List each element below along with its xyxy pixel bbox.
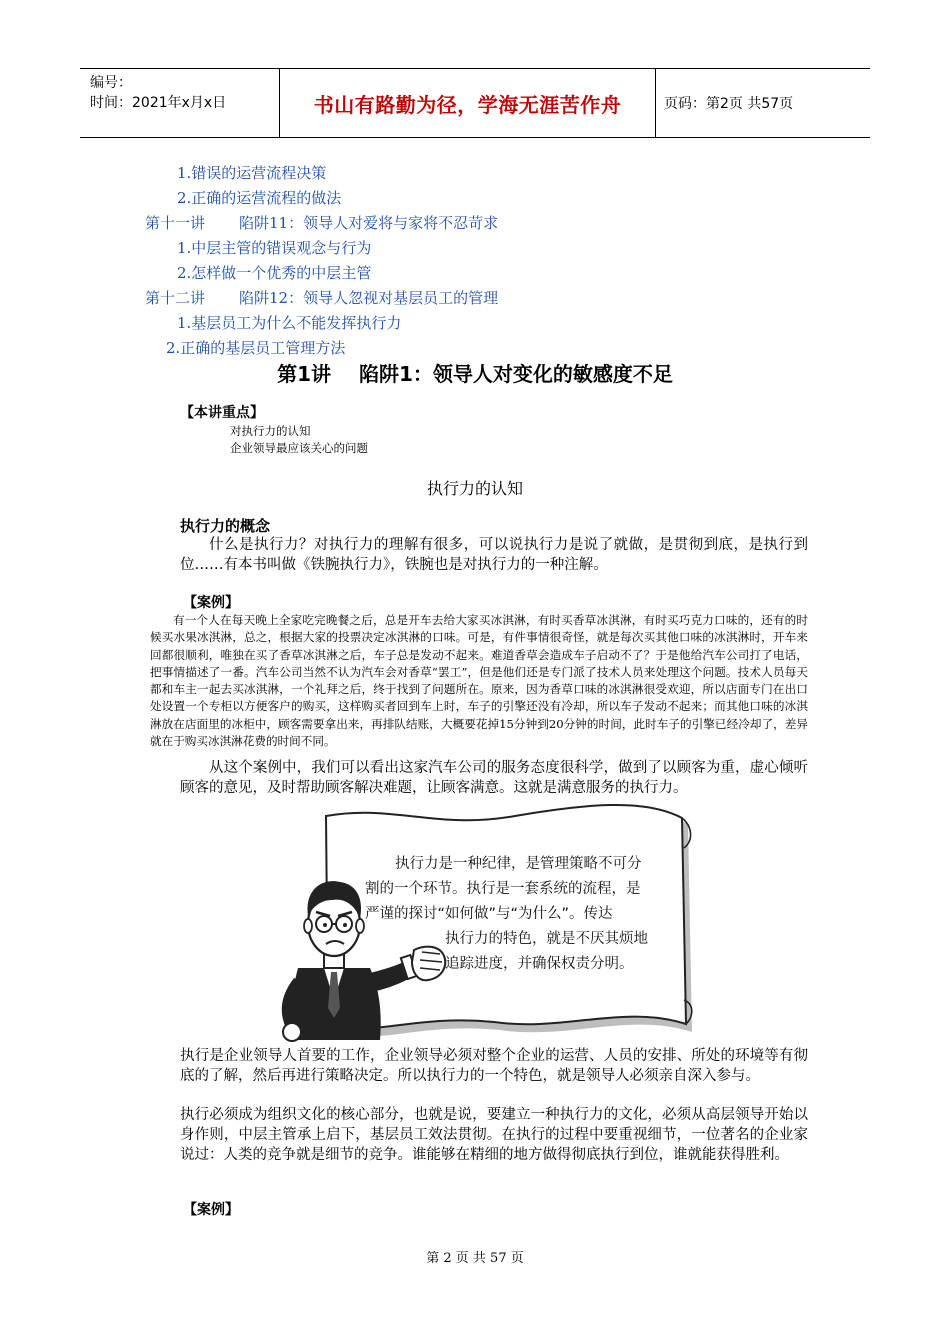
toc-lecture-num: 第十二讲 <box>145 289 206 307</box>
toc-lecture-title: 陷阱12：领导人忽视对基层员工的管理 <box>239 289 499 307</box>
toc-item[interactable]: 1.错误的运营流程决策 <box>177 164 327 182</box>
key-point-item: 对执行力的认知 <box>230 424 311 438</box>
scroll-line: 追踪进度，并确保权责分明。 <box>445 956 634 972</box>
toc-item[interactable]: 2.正确的运营流程的做法 <box>177 189 342 207</box>
key-point-item: 企业领导最应该关心的问题 <box>230 441 368 455</box>
case-text: 有一个人在每天晚上全家吃完晚餐之后，总是开车去给大家买冰淇淋，有时买香草冰淇淋，有时买巧克力口味的，还有的时候买水果冰淇淋，总之，根据大家的投票决定冰淇淋的口味。可是，有件事情很奇怪，就是每次买其他口味的冰淇淋时，开车来回都很顺利，唯独在买了香草冰淇淋之后，车子总是发动不起来。难道香草会造成车子启动不了？于是他给汽车公司打了电话，把事情描述了一番。汽车公司当然不认为汽车会对香草“罢工”，但是他们还是专门派了技术人员来处理这个问题。技术人员每天都和车主一起去买冰淇淋，一个礼拜之后，终于找到了问题所在。原来，因为香草口味的冰淇淋很受欢迎，所以店面专门在出口处设置一个专柜以方便客户的购买，这样购买者回到车上时，车子的引擎还没有冷却，所以车子发动不起来；而其他口味的冰淇淋放在店面里的冰柜中，顾客需要拿出来，再排队结账，大概要花掉15分钟到20分钟的时间，此时车子的引擎已经冷却了，差异就在于购买冰淇淋花费的时间不同。 <box>150 613 808 749</box>
subsection-title: 执行力的概念 <box>180 517 271 535</box>
case-label: 【案例】 <box>183 595 239 611</box>
toc-item[interactable]: 1.基层员工为什么不能发挥执行力 <box>177 314 402 332</box>
toc-lecture-11[interactable] <box>145 212 498 233</box>
toc-lecture-num: 第十一讲 <box>145 214 206 232</box>
section-title: 执行力的认知 <box>426 479 523 498</box>
case-label-2: 【案例】 <box>183 1202 239 1218</box>
paragraph-4-text: 执行必须成为组织文化的核心部分，也就是说，要建立一种执行力的文化，必须从高层领导开始以身作则，中层主管承上启下，基层员工效法贯彻。在执行的过程中要重视细节，一位著名的企业家说过：人类的竞争就是细节的竞争。谁能够在精细的地方做得彻底执行到位，谁就能获得胜利。 <box>180 1107 808 1163</box>
header-number: 编号： <box>90 75 132 91</box>
scroll-line: 严谨的探讨“如何做”与“为什么”。传达 <box>365 906 613 922</box>
scroll-line: 执行力是一种纪律，是管理策略不可分 <box>395 856 642 872</box>
page-footer: 第 2 页 共 57 页 <box>426 1251 524 1266</box>
key-points-title: 【本讲重点】 <box>180 405 264 421</box>
chapter-title: 陷阱1：领导人对变化的敏感度不足 <box>359 362 673 386</box>
scroll-line: 执行力的特色，就是不厌其烦地 <box>445 931 648 947</box>
header-page-code: 页码：第2页 共57页 <box>664 96 794 112</box>
toc-item[interactable]: 2.正确的基层员工管理方法 <box>166 339 346 357</box>
paragraph-3 <box>180 1046 808 1086</box>
toc-item[interactable]: 1.中层主管的错误观念与行为 <box>177 239 372 257</box>
chapter-num: 第1讲 <box>277 362 331 386</box>
chapter-heading <box>0 358 950 387</box>
page-header <box>80 68 870 138</box>
paragraph-3-text: 执行是企业领导人首要的工作，企业领导必须对整个企业的运营、人员的安排、所处的环境等有彻底的了解，然后再进行策略决定。所以执行力的一个特色，就是领导人必须亲自深入参与。 <box>180 1048 808 1084</box>
paragraph-2: 从这个案例中，我们可以看出这家汽车公司的服务态度很科学，做到了以顾客为重，虚心倾听顾客的意见，及时帮助顾客解决难题，让顾客满意。这就是满意服务的执行力。 <box>180 760 808 796</box>
header-motto: 书山有路勤为径，学海无涯苦作舟 <box>280 69 656 137</box>
header-meta <box>80 69 280 137</box>
paragraph-4 <box>180 1105 808 1165</box>
scroll-quote <box>365 852 673 977</box>
paragraph-1: 什么是执行力？对执行力的理解有很多，可以说执行力是说了就做，是贯彻到底，是执行到位……有本书叫做《铁腕执行力》，铁腕也是对执行力的一种注解。 <box>180 537 808 573</box>
toc-lecture-12[interactable] <box>145 287 498 308</box>
toc-item[interactable]: 2.怎样做一个优秀的中层主管 <box>177 264 372 282</box>
toc-lecture-title: 陷阱11：领导人对爱将与家将不忍苛求 <box>239 214 499 232</box>
scroll-line: 割的一个环节。执行是一套系统的流程，是 <box>365 881 641 897</box>
header-time: 时间：2021年x月x日 <box>90 95 227 111</box>
